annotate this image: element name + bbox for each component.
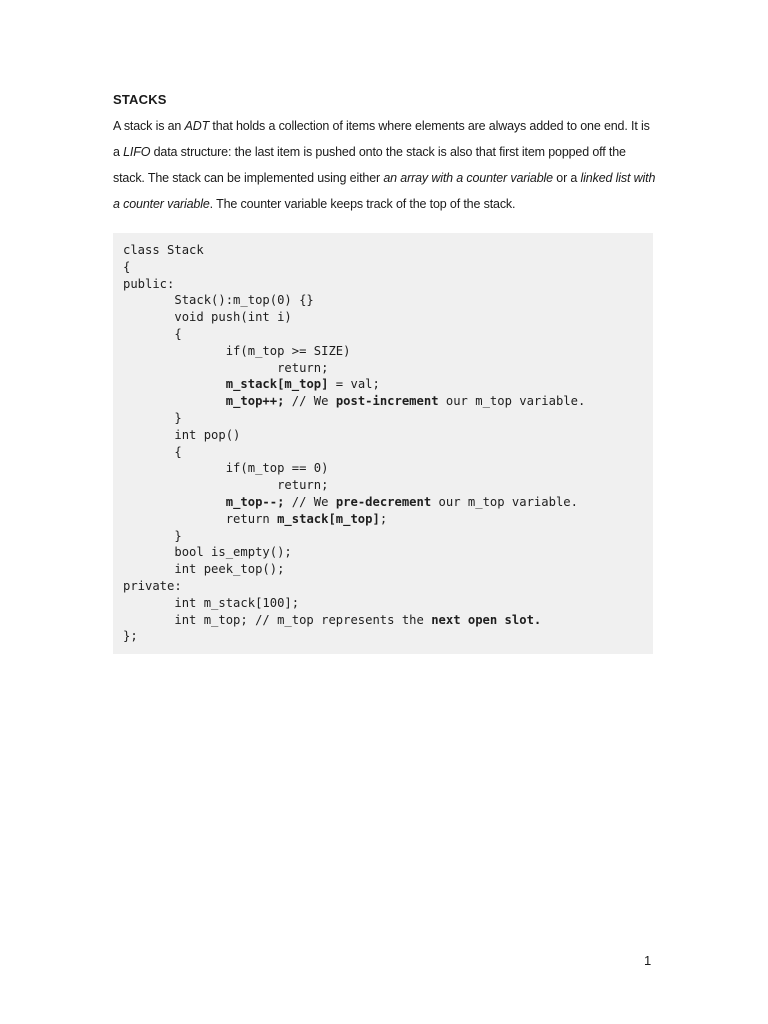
- code-segment: ;: [379, 511, 388, 526]
- code-segment: class Stack: [123, 243, 204, 257]
- code-segment: // We: [284, 494, 336, 509]
- code-segment: return;: [123, 478, 329, 493]
- code-line: [123, 494, 653, 511]
- code-segment: if(m_top >= SIZE): [123, 343, 351, 358]
- code-bold-segment: m_top--;: [225, 494, 285, 509]
- code-segment: return: [123, 511, 278, 526]
- page-number: 1: [644, 953, 652, 968]
- code-segment: private:: [123, 578, 182, 593]
- code-segment: }: [123, 410, 182, 425]
- intro-paragraph: [113, 113, 658, 217]
- code-line: [123, 444, 653, 461]
- intro-text: . The counter variable keeps track of the top of the stack.: [209, 197, 516, 211]
- code-segment: int pop(): [123, 427, 241, 442]
- code-line: [123, 612, 653, 629]
- code-segment: if(m_top == 0): [123, 461, 329, 476]
- code-line: [123, 259, 653, 276]
- code-segment: Stack():m_top(0) {}: [123, 293, 314, 308]
- code-segment: // We: [284, 394, 336, 409]
- code-segment: our m_top variable.: [431, 494, 578, 509]
- code-segment: [123, 495, 226, 509]
- code-bold-segment: pre-decrement: [335, 494, 432, 509]
- code-line: [123, 242, 653, 259]
- code-segment: return;: [123, 360, 329, 375]
- code-bold-segment: m_top++;: [225, 394, 285, 409]
- code-line: [123, 544, 653, 561]
- intro-emphasis: ADT: [184, 119, 210, 133]
- code-line: [123, 427, 653, 444]
- code-segment: {: [123, 444, 182, 459]
- intro-emphasis: an array with a counter variable: [383, 171, 553, 185]
- code-line: [123, 410, 653, 427]
- code-bold-segment: post-increment: [335, 394, 439, 409]
- code-segment: int m_stack[100];: [123, 595, 300, 610]
- code-segment: = val;: [328, 377, 380, 392]
- intro-text: or a: [552, 171, 581, 185]
- code-segment: public:: [123, 276, 175, 291]
- code-block: [113, 233, 653, 654]
- section-heading: STACKS: [113, 92, 167, 107]
- code-line: [123, 528, 653, 545]
- intro-emphasis: LIFO: [123, 145, 151, 159]
- code-segment: [123, 377, 226, 391]
- code-segment: int m_top; // m_top represents the: [123, 612, 432, 627]
- code-segment: }: [123, 528, 182, 543]
- code-segment: [123, 394, 226, 408]
- code-line: [123, 292, 653, 309]
- code-line: [123, 511, 653, 528]
- code-line: [123, 460, 653, 477]
- code-line: [123, 561, 653, 578]
- code-line: [123, 477, 653, 494]
- code-bold-segment: m_stack[m_top]: [277, 511, 380, 526]
- code-segment: int peek_top();: [123, 562, 285, 577]
- code-line: [123, 376, 653, 393]
- code-segment: void push(int i): [123, 310, 292, 325]
- intro-text: data structure: the last item is pushed onto the stack is also that first item popped off the stack. The stack can be implemented using either: [113, 145, 626, 185]
- code-line: [123, 343, 653, 360]
- code-segment: {: [123, 326, 182, 341]
- intro-text: A stack is an: [113, 119, 185, 133]
- code-bold-segment: m_stack[m_top]: [225, 377, 329, 392]
- code-bold-segment: next open slot.: [431, 612, 542, 627]
- code-line: [123, 360, 653, 377]
- code-line: [123, 326, 653, 343]
- code-segment: };: [123, 629, 138, 644]
- code-line: [123, 628, 653, 645]
- code-line: [123, 595, 653, 612]
- code-line: [123, 578, 653, 595]
- code-segment: bool is_empty();: [123, 545, 292, 560]
- code-line: [123, 393, 653, 410]
- code-line: [123, 309, 653, 326]
- code-line: [123, 276, 653, 293]
- intro-text: that holds a collection of items where elements are always added to one end. It is a: [113, 119, 650, 159]
- intro-emphasis: linked list with a counter variable: [113, 171, 656, 211]
- code-segment: {: [123, 259, 131, 274]
- code-segment: our m_top variable.: [438, 394, 586, 409]
